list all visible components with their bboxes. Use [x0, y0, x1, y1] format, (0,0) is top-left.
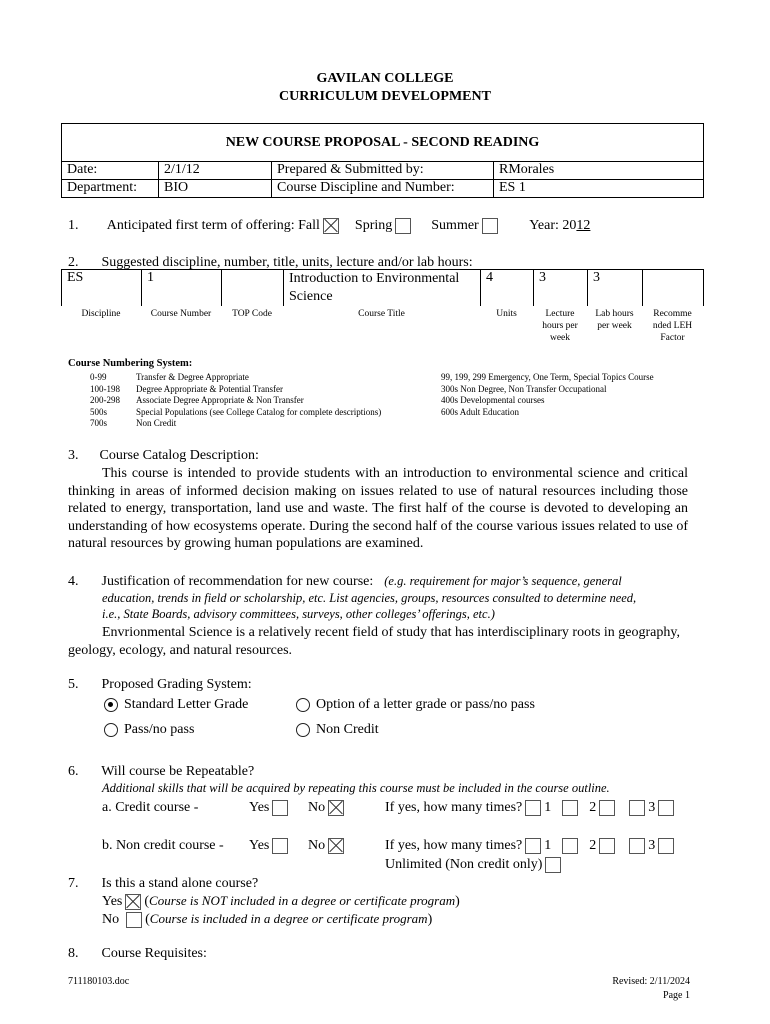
- year-label: Year: 20: [529, 218, 577, 234]
- course-number-value[interactable]: 1: [142, 270, 222, 307]
- grading-option[interactable]: [296, 697, 535, 713]
- passnopass-label: Pass/no pass: [124, 722, 195, 737]
- date-label: Date:: [62, 162, 159, 180]
- numbering-code: 200-298: [90, 395, 120, 406]
- lecture-value[interactable]: 3: [534, 270, 588, 307]
- credit-times-2-checkbox[interactable]: [562, 800, 578, 816]
- leh-label: [642, 306, 703, 345]
- course-title-line1: Introduction to Environmental: [289, 271, 460, 286]
- numbering-descs: [136, 372, 381, 430]
- q7-title: Is this a stand alone course?: [101, 876, 259, 891]
- q1-number: 1.: [68, 218, 79, 234]
- course-info-table: [61, 269, 704, 306]
- noncredit-times-1: 1: [544, 838, 552, 854]
- noncredit-yes-label: Yes: [249, 838, 270, 854]
- credit-times: [385, 800, 677, 816]
- department-value: BIO: [159, 180, 272, 198]
- standalone-no-label: No: [102, 912, 120, 927]
- numbering-code: 100-198: [90, 383, 120, 394]
- leh-value[interactable]: [643, 270, 704, 307]
- q4-heading: [68, 574, 622, 590]
- lecture-label-3: week: [549, 333, 571, 343]
- noncredit-times-2-checkbox[interactable]: [562, 838, 578, 854]
- credit-course-label: a. Credit course -: [102, 800, 199, 815]
- spring-label: Spring: [354, 218, 393, 234]
- numbering-right-item: 99, 199, 299 Emergency, One Term, Special Topics Course: [441, 372, 654, 382]
- q3-number: 3.: [68, 448, 79, 463]
- q8-heading: [68, 946, 207, 962]
- credit-no: [308, 800, 347, 816]
- q6-heading: [68, 764, 254, 780]
- passnopass-radio[interactable]: [104, 723, 118, 737]
- discipline-label: Discipline: [81, 309, 121, 319]
- noncredit-no: [308, 838, 347, 854]
- numbering-desc: Transfer & Degree Appropriate: [136, 372, 249, 382]
- credit-no-checkbox[interactable]: [328, 800, 344, 816]
- top-code-value[interactable]: [222, 270, 284, 307]
- lecture-label-1: Lecture: [545, 309, 575, 319]
- numbering-desc: Degree Appropriate & Potential Transfer: [136, 383, 283, 394]
- q4-title: Justification of recommendation for new course:: [101, 574, 374, 589]
- standalone-yes-checkbox[interactable]: [125, 894, 141, 910]
- standalone-yes-label: Yes: [102, 894, 123, 909]
- lecture-label-2: hours per: [542, 321, 578, 331]
- credit-times-1: 1: [544, 800, 552, 816]
- noncredit-times-label: If yes, how many times?: [385, 838, 523, 854]
- credit-no-label: No: [308, 800, 326, 816]
- q2-text: Suggested discipline, number, title, units, lecture and/or lab hours:: [101, 255, 473, 270]
- q2-number: 2.: [68, 255, 79, 270]
- credit-times-3: 3: [648, 800, 656, 816]
- leh-label-3: Factor: [660, 333, 685, 343]
- noncredit-times-extra-checkbox[interactable]: [629, 838, 645, 854]
- summer-label: Summer: [431, 218, 479, 234]
- fall-checkbox[interactable]: [323, 218, 339, 234]
- credit-times-2: 2: [589, 800, 597, 816]
- numbering-right-item: 300s Non Degree, Non Transfer Occupational: [441, 383, 607, 394]
- noncredit-yes: [249, 838, 291, 854]
- lab-value[interactable]: 3: [588, 270, 643, 307]
- q8-title: Course Requisites:: [101, 946, 207, 961]
- numbering-codes: [90, 372, 120, 430]
- course-description: This course is intended to provide students with an introduction to environmental science and critical thinking in areas of informed decision making on issues related to use of natural resources including those related to energy, transportation, land use and waste. The first half of the course is devoted to developing an understanding of how ecosystems operate. During the second half of the course various issues related to use of natural resources by growing human populations are examined.: [68, 466, 688, 551]
- grading-standard[interactable]: [104, 697, 248, 713]
- lab-label-1: Lab hours: [595, 309, 634, 319]
- lecture-label: [533, 306, 587, 345]
- department-title: CURRICULUM DEVELOPMENT: [279, 89, 491, 104]
- credit-times-1-checkbox[interactable]: [525, 800, 541, 816]
- course-info-labels: [61, 306, 703, 345]
- q1-text: Anticipated first term of offering:: [106, 218, 295, 234]
- numbering-desc: Non Credit: [136, 418, 177, 429]
- standalone-no-row: No (Course is included in a degree or certificate program): [102, 911, 433, 927]
- option-radio[interactable]: [296, 698, 310, 712]
- footer-revised: Revised: 2/11/2024: [612, 976, 690, 987]
- summer-checkbox[interactable]: [482, 218, 498, 234]
- prepared-value: RMorales: [494, 162, 704, 180]
- standalone-no-checkbox[interactable]: [126, 912, 142, 928]
- noncredit-times-1-checkbox[interactable]: [525, 838, 541, 854]
- standalone-yes-row: Yes (Course is NOT included in a degree or certificate program): [102, 893, 460, 909]
- grading-noncredit[interactable]: [296, 722, 379, 738]
- credit-times-label: If yes, how many times?: [385, 800, 523, 816]
- standalone-yes-desc: Course is NOT included in a degree or certificate program: [149, 893, 456, 908]
- footer-page: Page 1: [663, 990, 690, 1001]
- numbering-right: [441, 372, 654, 418]
- year-value[interactable]: 12: [576, 218, 591, 234]
- grading-passnopass[interactable]: [104, 722, 194, 738]
- top-code-label: TOP Code: [232, 309, 272, 319]
- course-title-label: Course Title: [358, 309, 405, 319]
- proposal-table: [61, 161, 704, 198]
- numbering-code: 0-99: [90, 372, 107, 382]
- unlimited-row: [385, 857, 564, 873]
- course-label: Course Discipline and Number:: [272, 180, 494, 198]
- fall-label: Fall: [298, 218, 320, 234]
- standalone-no-desc: Course is included in a degree or certificate program: [149, 911, 428, 926]
- discipline-value[interactable]: ES: [62, 270, 142, 307]
- noncredit-times-3-checkbox[interactable]: [599, 838, 615, 854]
- credit-times-3-checkbox[interactable]: [599, 800, 615, 816]
- q5-heading: [68, 677, 252, 693]
- leh-label-2: nded LEH: [652, 321, 693, 331]
- noncredit-radio[interactable]: [296, 723, 310, 737]
- lab-label: [587, 306, 642, 345]
- justification-body: Envrionmental Science is a relatively recent field of study that has interdisciplinary roots in geography, geology, ecology, and natural resources.: [68, 625, 680, 658]
- course-value: ES 1: [494, 180, 704, 198]
- unlimited-label: Unlimited (Non credit only): [385, 857, 543, 873]
- standard-label: Standard Letter Grade: [124, 697, 249, 712]
- noncredit-times-2: 2: [589, 838, 597, 854]
- noncredit-times: [385, 838, 677, 854]
- spring-checkbox[interactable]: [395, 218, 411, 234]
- option-label: Option of a letter grade or pass/no pass: [316, 697, 535, 712]
- date-value: 2/1/12: [159, 162, 272, 180]
- noncredit-times-3: 3: [648, 838, 656, 854]
- college-name: GAVILAN COLLEGE: [316, 71, 454, 86]
- q7-heading: [68, 876, 258, 892]
- numbering-desc: Special Populations (see College Catalog for complete descriptions): [136, 406, 382, 417]
- course-title-value[interactable]: [284, 270, 481, 307]
- q5-title: Proposed Grading System:: [101, 677, 252, 692]
- q4-hint-3: i.e., State Boards, advisory committees, surveys, other colleges’ offerings, etc.): [102, 607, 495, 621]
- numbering-right-item: 600s Adult Education: [441, 406, 519, 417]
- credit-times-extra-checkbox[interactable]: [629, 800, 645, 816]
- proposal-title: NEW COURSE PROPOSAL - SECOND READING: [61, 123, 704, 162]
- department-label: Department:: [62, 180, 159, 198]
- numbering-code: 500s: [90, 406, 108, 417]
- lab-label-2: per week: [597, 321, 632, 331]
- q7-number: 7.: [68, 876, 79, 891]
- noncredit-yes-checkbox[interactable]: [272, 838, 288, 854]
- q5-number: 5.: [68, 677, 79, 692]
- course-title-line2: Science: [289, 289, 333, 304]
- numbering-desc: Associate Degree Appropriate & Non Transfer: [136, 395, 304, 406]
- q1-row: [68, 218, 590, 234]
- q6-number: 6.: [68, 764, 79, 779]
- noncredit-no-checkbox[interactable]: [328, 838, 344, 854]
- leh-label-1: Recomme: [653, 309, 692, 319]
- units-value[interactable]: 4: [481, 270, 534, 307]
- standard-radio[interactable]: [104, 698, 118, 712]
- noncredit-times-4-checkbox[interactable]: [658, 838, 674, 854]
- q6-hint: Additional skills that will be acquired by repeating this course must be included in the course outline.: [102, 781, 610, 795]
- credit-yes: [249, 800, 291, 816]
- noncredit-label: Non Credit: [316, 722, 379, 737]
- q8-number: 8.: [68, 946, 79, 961]
- numbering-title: Course Numbering System:: [68, 358, 193, 369]
- q4-number: 4.: [68, 574, 79, 589]
- q6-title: Will course be Repeatable?: [101, 764, 255, 779]
- unlimited-checkbox[interactable]: [545, 857, 561, 873]
- q3-heading: [68, 448, 259, 464]
- footer-filename: 711180103.doc: [68, 976, 130, 987]
- numbering-right-item: 400s Developmental courses: [441, 395, 545, 406]
- noncredit-course-label: b. Non credit course -: [102, 838, 224, 853]
- q3-title: Course Catalog Description:: [99, 448, 259, 463]
- credit-yes-checkbox[interactable]: [272, 800, 288, 816]
- noncredit-no-label: No: [308, 838, 326, 854]
- q4-hint-1: (e.g. requirement for major’s sequence, general: [384, 574, 622, 588]
- prepared-label: Prepared & Submitted by:: [272, 162, 494, 180]
- credit-times-4-checkbox[interactable]: [658, 800, 674, 816]
- units-label: Units: [496, 309, 517, 319]
- numbering-code: 700s: [90, 418, 108, 429]
- course-number-label: Course Number: [150, 309, 212, 319]
- credit-yes-label: Yes: [249, 800, 270, 816]
- q4-hint-2: education, trends in field or scholarship, etc. List agencies, groups, resources consulted to determine need,: [102, 591, 637, 605]
